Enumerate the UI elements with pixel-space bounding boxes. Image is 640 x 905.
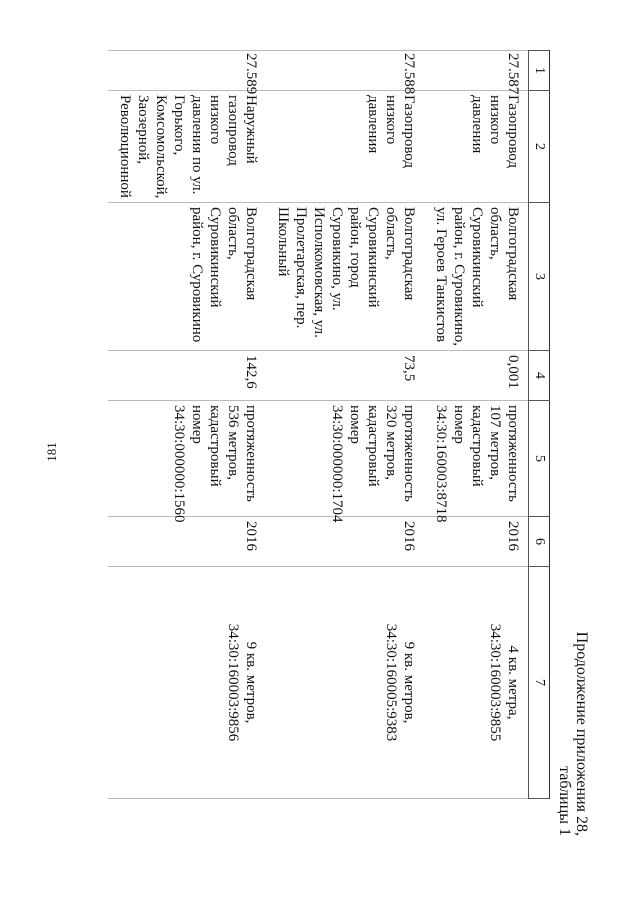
object-name: Газопровод низкого давления	[424, 91, 529, 203]
column-header-3: 3	[529, 203, 550, 351]
rotated-page-content	[50, 50, 610, 840]
object-address: Волгоградская область, Суровикинский район, г. Суровикино	[108, 203, 266, 351]
object-name: Наружный газопровод низкого давления по ул. Горького, Комсомольской, Заозерной, Революционной	[108, 91, 266, 203]
table-row	[424, 51, 529, 799]
object-characteristics: протяженность 320 метров, кадастровый номер 34:30:000000:1704	[266, 401, 424, 517]
object-characteristics: протяженность 536 метров, кадастровый номер 34:30:000000:1560	[108, 401, 266, 517]
object-address: Волгоградская область, Суровикинский район, г. Суровикино, ул. Героев Танкистов	[424, 203, 529, 351]
table-row	[266, 51, 424, 799]
object-address: Волгоградская область, Суровикинский район, город Суровикино, ул. Исполкомовская, ул. Пролетарская, пер. Школьный	[266, 203, 424, 351]
continuation-title	[556, 50, 590, 840]
page-number: 181	[44, 442, 59, 462]
continuation-title-line2: таблицы 1	[556, 766, 573, 836]
row-number: 27.587	[424, 51, 529, 91]
column-header-4: 4	[529, 351, 550, 401]
table-header-row	[529, 51, 550, 799]
object-characteristics: протяженность 107 метров, кадастровый номер 34:30:160003:8718	[424, 401, 529, 517]
land-plot-info: 4 кв. метра, 34:30:160003:9855	[424, 567, 529, 799]
column-header-2: 2	[529, 91, 550, 203]
column-header-5: 5	[529, 401, 550, 517]
object-name: Газопровод низкого давления	[266, 91, 424, 203]
object-year: 2016	[108, 517, 266, 567]
row-number: 27.588	[266, 51, 424, 91]
land-plot-info: 9 кв. метров, 34:30:160005:9383	[266, 567, 424, 799]
row-number: 27.589	[108, 51, 266, 91]
column-header-6: 6	[529, 517, 550, 567]
object-value: 142,6	[108, 351, 266, 401]
object-year: 2016	[266, 517, 424, 567]
object-year: 2016	[424, 517, 529, 567]
object-value: 73,5	[266, 351, 424, 401]
column-header-1: 1	[529, 51, 550, 91]
continuation-title-line1: Продолжение приложения 28,	[573, 631, 590, 836]
property-table	[108, 50, 550, 799]
land-plot-info: 9 кв. метров, 34:30:160003:9856	[108, 567, 266, 799]
table-row	[108, 51, 266, 799]
column-header-7: 7	[529, 567, 550, 799]
object-value: 0,001	[424, 351, 529, 401]
